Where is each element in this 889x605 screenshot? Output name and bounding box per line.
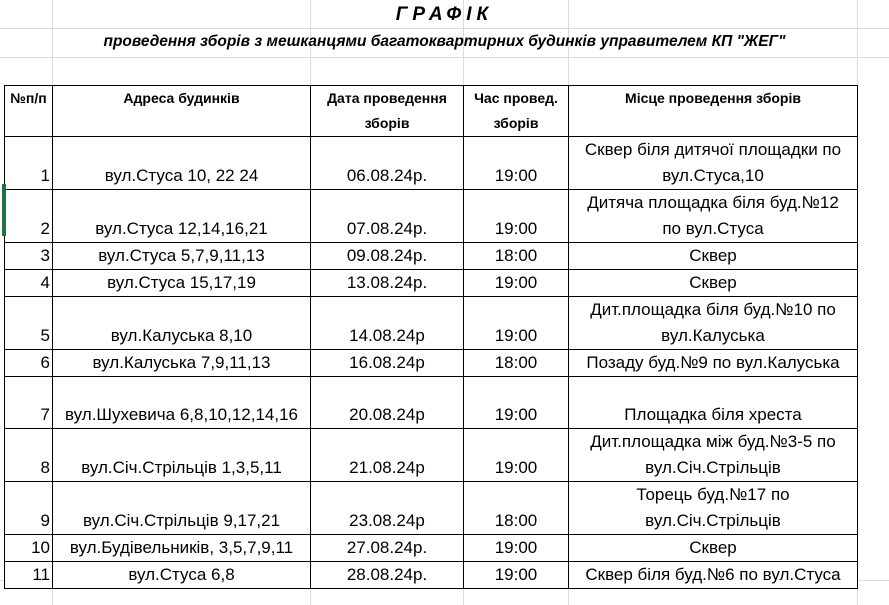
cell-place-line: Торець буд.№17 по xyxy=(636,485,790,504)
cell-place[interactable] xyxy=(569,429,858,482)
cell-address[interactable]: вул.Січ.Стрільців 9,17,21 xyxy=(53,482,311,535)
cell-place-line: Позаду буд.№9 по вул.Калуська xyxy=(586,353,840,372)
cell-place[interactable] xyxy=(569,270,858,297)
cell-num[interactable]: 2 xyxy=(5,190,53,243)
cell-place-line: по вул.Стуса xyxy=(662,219,764,238)
cell-num[interactable]: 6 xyxy=(5,350,53,377)
cell-num[interactable]: 11 xyxy=(5,562,53,589)
cell-place-line: Сквер xyxy=(689,246,737,265)
cell-place[interactable] xyxy=(569,482,858,535)
cell-time[interactable]: 19:00 xyxy=(464,377,569,429)
cell-address[interactable]: вул.Калуська 7,9,11,13 xyxy=(53,350,311,377)
cell-place-line: вул.Січ.Стрільців xyxy=(645,458,781,477)
cell-place-line: вул.Калуська xyxy=(661,326,765,345)
cell-date[interactable]: 07.08.24р. xyxy=(311,190,464,243)
cell-address[interactable]: вул.Стуса 10, 22 24 xyxy=(53,137,311,190)
cell-time[interactable]: 19:00 xyxy=(464,429,569,482)
table-row xyxy=(5,562,858,589)
table-row xyxy=(5,243,858,270)
header-num-label: №п/п xyxy=(10,90,47,106)
table-row xyxy=(5,350,858,377)
cell-num[interactable]: 9 xyxy=(5,482,53,535)
cell-date[interactable]: 14.08.24р xyxy=(311,297,464,350)
header-address-label: Адреса будинків xyxy=(123,90,240,106)
table-row xyxy=(5,482,858,535)
header-place[interactable] xyxy=(569,86,858,137)
cell-place[interactable] xyxy=(569,377,858,429)
cell-date[interactable]: 21.08.24р xyxy=(311,429,464,482)
cell-num[interactable]: 7 xyxy=(5,377,53,429)
cell-address[interactable]: вул.Стуса 15,17,19 xyxy=(53,270,311,297)
cell-num[interactable]: 1 xyxy=(5,137,53,190)
header-date-line2: зборів xyxy=(364,115,410,131)
header-time-line2: зборів xyxy=(493,115,539,131)
table-row xyxy=(5,270,858,297)
cell-time[interactable]: 18:00 xyxy=(464,482,569,535)
cell-place[interactable] xyxy=(569,190,858,243)
cell-time[interactable]: 19:00 xyxy=(464,190,569,243)
cell-place-line: Дитяча площадка біля буд.№12 xyxy=(587,193,839,212)
cell-place-line: Сквер біля дитячої площадки по xyxy=(584,140,842,159)
table-header-row xyxy=(5,86,858,137)
cell-place[interactable] xyxy=(569,535,858,562)
cell-time[interactable]: 18:00 xyxy=(464,350,569,377)
table-row xyxy=(5,535,858,562)
header-time[interactable] xyxy=(464,86,569,137)
cell-address[interactable]: вул.Стуса 6,8 xyxy=(53,562,311,589)
table-row xyxy=(5,297,858,350)
cell-date[interactable]: 20.08.24р xyxy=(311,377,464,429)
header-date-line1: Дата проведення xyxy=(327,90,447,106)
cell-address[interactable]: вул.Стуса 12,14,16,21 xyxy=(53,190,311,243)
cell-place-line: Сквер біля буд.№6 по вул.Стуса xyxy=(585,565,841,584)
cell-place[interactable] xyxy=(569,350,858,377)
cell-place-line: Сквер xyxy=(689,538,737,557)
cell-time[interactable]: 19:00 xyxy=(464,535,569,562)
cell-address[interactable]: вул.Будівельників, 3,5,7,9,11 xyxy=(53,535,311,562)
table-row xyxy=(5,429,858,482)
cell-date[interactable]: 27.08.24р. xyxy=(311,535,464,562)
cell-date[interactable]: 23.08.24р xyxy=(311,482,464,535)
schedule-table xyxy=(4,85,858,589)
header-date[interactable] xyxy=(311,86,464,137)
cell-place-line: Дит.площадка біля буд.№10 по xyxy=(590,300,836,319)
page-title: ГРАФІК xyxy=(395,4,494,25)
table-row xyxy=(5,377,858,429)
cell-selection-marker xyxy=(2,184,6,236)
table-row xyxy=(5,190,858,243)
header-num[interactable] xyxy=(5,86,53,137)
header-place-label: Місце проведення зборів xyxy=(625,90,801,106)
cell-num[interactable]: 5 xyxy=(5,297,53,350)
cell-date[interactable]: 06.08.24р. xyxy=(311,137,464,190)
cell-time[interactable]: 19:00 xyxy=(464,270,569,297)
cell-place-line: вул.Січ.Стрільців xyxy=(645,511,781,530)
cell-address[interactable]: вул.Шухевича 6,8,10,12,14,16 xyxy=(53,377,311,429)
cell-address[interactable]: вул.Калуська 8,10 xyxy=(53,297,311,350)
cell-num[interactable]: 8 xyxy=(5,429,53,482)
table-row xyxy=(5,137,858,190)
cell-date[interactable]: 09.08.24р. xyxy=(311,243,464,270)
cell-time[interactable]: 19:00 xyxy=(464,297,569,350)
cell-address[interactable]: вул.Стуса 5,7,9,11,13 xyxy=(53,243,311,270)
cell-num[interactable]: 3 xyxy=(5,243,53,270)
cell-num[interactable]: 4 xyxy=(5,270,53,297)
cell-time[interactable]: 18:00 xyxy=(464,243,569,270)
cell-time[interactable]: 19:00 xyxy=(464,562,569,589)
header-address[interactable] xyxy=(53,86,311,137)
cell-date[interactable]: 28.08.24р. xyxy=(311,562,464,589)
cell-place-line: Площадка біля хреста xyxy=(624,405,802,424)
cell-place[interactable] xyxy=(569,137,858,190)
cell-date[interactable]: 16.08.24р xyxy=(311,350,464,377)
cell-time[interactable]: 19:00 xyxy=(464,137,569,190)
cell-place-line: вул.Стуса,10 xyxy=(662,166,764,185)
cell-place-line: Сквер xyxy=(689,273,737,292)
cell-place-line: Дит.площадка між буд.№3-5 по xyxy=(590,432,836,451)
grid-line xyxy=(0,28,889,29)
cell-date[interactable]: 13.08.24р. xyxy=(311,270,464,297)
cell-place[interactable] xyxy=(569,243,858,270)
page-subtitle: проведення зборів з мешканцями багатоквартирних будинків управителем КП "ЖЕГ" xyxy=(103,33,786,50)
cell-num[interactable]: 10 xyxy=(5,535,53,562)
cell-address[interactable]: вул.Січ.Стрільців 1,3,5,11 xyxy=(53,429,311,482)
cell-place[interactable] xyxy=(569,297,858,350)
grid-line xyxy=(0,57,889,58)
header-time-line1: Час провед. xyxy=(474,90,558,106)
cell-place[interactable] xyxy=(569,562,858,589)
